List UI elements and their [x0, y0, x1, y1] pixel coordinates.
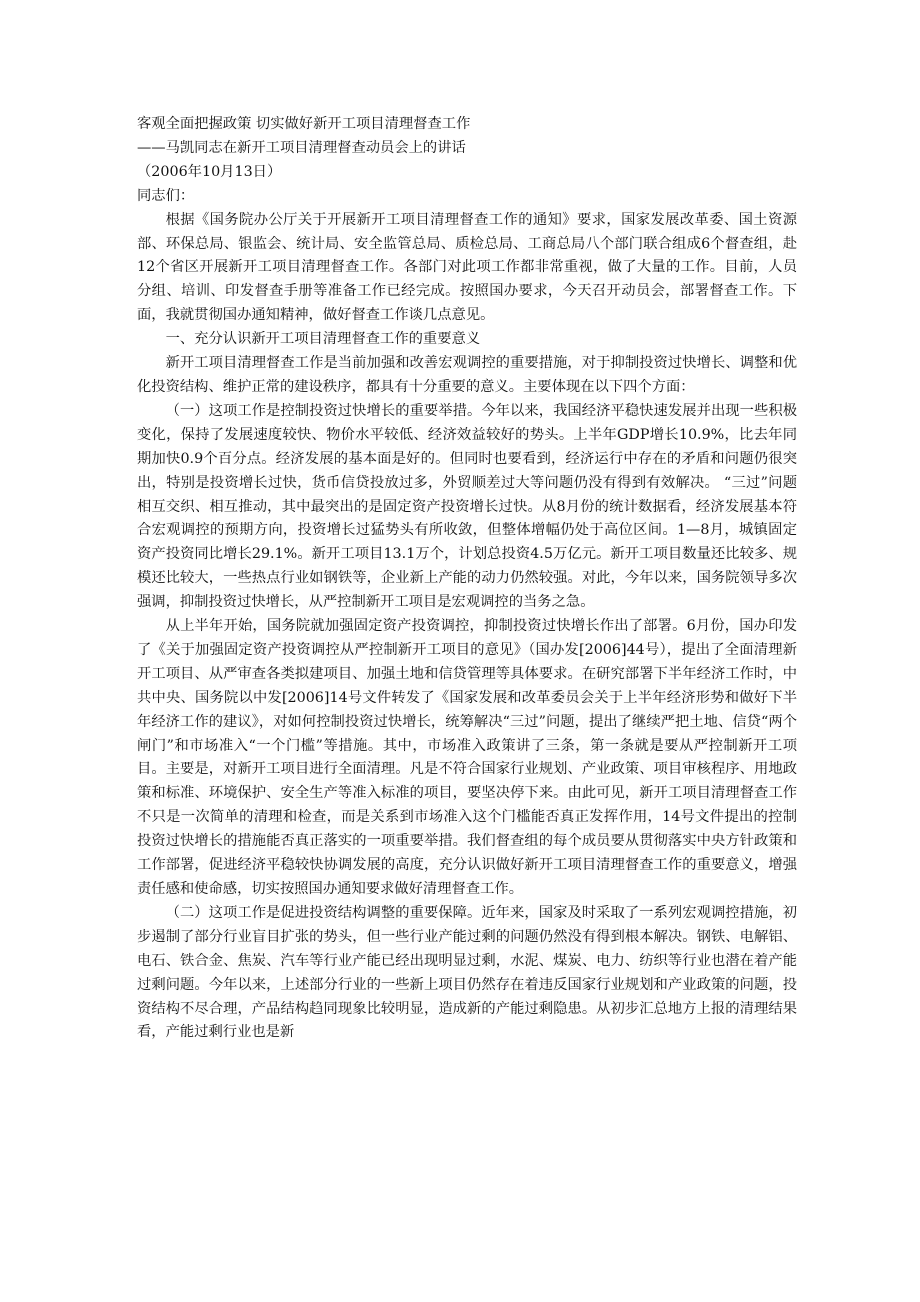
- paragraph-point-two: （二）这项工作是促进投资结构调整的重要保障。近年来，国家及时采取了一系列宏观调控措施，初步遏制了部分行业盲目扩张的势头，但一些行业产能过剩的问题仍然没有得到根本解决。钢铁、电解铝、电石、铁合金、焦炭、汽车等行业产能已经出现明显过剩，水泥、煤炭、电力、纺织等行业也潜在着产能过剩问题。今年以来，上述部分行业的一些新上项目仍然存在着违反国家行业规划和产业政策的问题，投资结构不尽合理，产品结构趋同现象比较明显，造成新的产能过剩隐患。从初步汇总地方上报的清理结果看，产能过剩行业也是新: [137, 904, 797, 1041]
- paragraph-intro: 根据《国务院办公厅关于开展新开工项目清理督查工作的通知》要求，国家发展改革委、国土资源部、环保总局、银监会、统计局、安全监管总局、质检总局、工商总局八个部门联合组成6个督查组，赴12个省区开展新开工项目清理督查工作。各部门对此项工作都非常重视，做了大量的工作。目前，人员分组、培训、印发督查手册等准备工作已经完成。按照国办要求，今天召开动员会，部署督查工作。下面，我就贯彻国办通知精神，做好督查工作谈几点意见。: [137, 211, 797, 324]
- paragraph-overview: 新开工项目清理督查工作是当前加强和改善宏观调控的重要措施，对于抑制投资过快增长、调整和优化投资结构、维护正常的建设秩序，都具有十分重要的意义。主要体现在以下四个方面：: [137, 355, 797, 395]
- section-heading: 一、充分认识新开工项目清理督查工作的重要意义: [165, 331, 481, 348]
- paragraph-point-one: （一）这项工作是控制投资过快增长的重要举措。今年以来，我国经济平稳快速发展并出现一些积极变化，保持了发展速度较快、物价水平较低、经济效益较好的势头。上半年GDP增长10.9%，比去年同期加快0.9个百分点。经济发展的基本面是好的。但同时也要看到，经济运行中存在的矛盾和问题仍很突出，特别是投资增长过快，货币信贷投放过多，外贸顺差过大等问题仍没有得到有效解决。 “三过”问题相互交织、相互推动，其中最突出的是固定资产投资增长过快。从8月份的统计数据看，经济发展基本符合宏观调控的预期方向，投资增长过猛势头有所收敛，但整体增幅仍处于高位区间。1—8月，城镇固定资产投资同比增长29.1%。新开工项目13.1万个，计划总投资4.5万亿元。新开工项目数量还比较多、规模还比较大，一些热点行业如钢铁等，企业新上产能的动力仍然较强。对此，今年以来，国务院领导多次强调，抑制投资过快增长，从严控制新开工项目是宏观调控的当务之急。: [137, 402, 797, 611]
- document-title: 客观全面把握政策 切实做好新开工项目清理督查工作: [137, 116, 471, 132]
- document-body: [137, 113, 797, 1045]
- paragraph-deployment: 从上半年开始，国务院就加强固定资产投资调控，抑制投资过快增长作出了部署。6月份，国办印发了《关于加强固定资产投资调控从严控制新开工项目的意见》（国办发[2006]44号），提出了全面清理新开工项目、从严审查各类拟建项目、加强土地和信贷管理等具体要求。在研究部署下半年经济工作时，中共中央、国务院以中发[2006]14号文件转发了《国家发展和改革委员会关于上半年经济形势和做好下半年经济工作的建议》，对如何控制投资过快增长，统筹解决“三过”问题，提出了继续严把土地、信贷“两个闸门”和市场准入“一个门槛”等措施。其中，市场准入政策讲了三条，第一条就是要从严控制新开工项目。主要是，对新开工项目进行全面清理。凡是不符合国家行业规划、产业政策、项目审核程序、用地政策和标准、环境保护、安全生产等准入标准的项目，要坚决停下来。由此可见，新开工项目清理督查工作不只是一次简单的清理和检查，而是关系到市场准入这个门槛能否真正发挥作用，14号文件提出的控制投资过快增长的措施能否真正落实的一项重要举措。我们督查组的每个成员要从贯彻落实中央方针政策和工作部署，促进经济平稳较快协调发展的高度，充分认识做好新开工项目清理督查工作的重要意义，增强责任感和使命感，切实按照国办通知要求做好清理督查工作。: [137, 618, 797, 897]
- document-subtitle: ——马凯同志在新开工项目清理督查动员会上的讲话: [137, 139, 466, 156]
- document-date: （2006年10月13日）: [137, 163, 282, 180]
- salutation: 同志们：: [137, 187, 195, 204]
